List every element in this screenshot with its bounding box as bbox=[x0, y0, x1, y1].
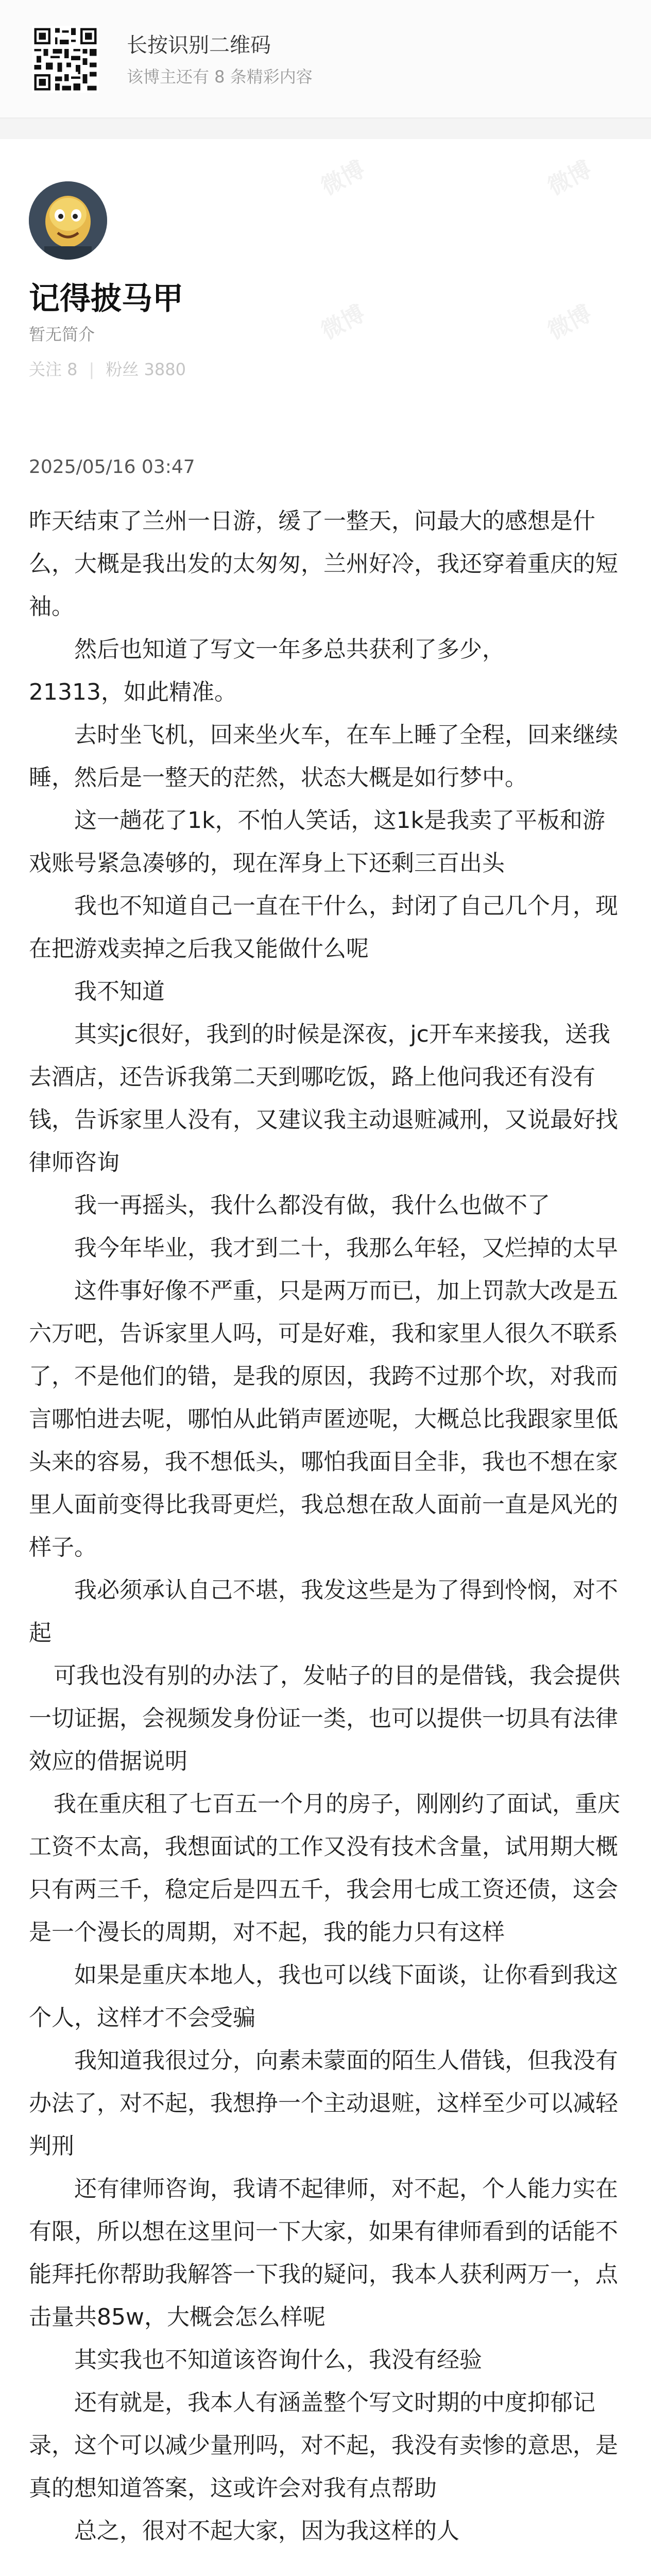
weibo-watermark: 微博 bbox=[543, 156, 596, 201]
post-paragraph: 其实jc很好，我到的时候是深夜，jc开车来接我，送我去酒店，还告诉我第二天到哪吃饭，路上他问我还有没有钱，告诉家里人没有，又建议我主动退赃减刑，又说最好找律师咨询 bbox=[29, 1021, 618, 1176]
post-paragraph: 其实我也不知道该咨询什么，我没有经验 bbox=[74, 2347, 482, 2373]
post-body bbox=[29, 500, 622, 2576]
post-paragraph: 还有就是，我本人有涵盖整个写文时期的中度抑郁记录，这个可以减少量刑吗，对不起，我没有卖惨的意思，是真的想知道答案，这或许会对我有点帮助 bbox=[29, 2389, 618, 2501]
post-timestamp: 2025/05/16 03:47 bbox=[29, 456, 195, 478]
author-stats bbox=[29, 357, 186, 380]
post-card bbox=[0, 139, 651, 2576]
weibo-watermark: 微博 bbox=[317, 300, 369, 345]
author-name[interactable]: 记得披马甲 bbox=[29, 281, 183, 317]
author-bio: 暂无简介 bbox=[29, 325, 95, 344]
following-count[interactable]: 关注 8 bbox=[29, 360, 78, 379]
weibo-watermark: 微博 bbox=[317, 156, 369, 201]
top-qr-banner[interactable] bbox=[0, 0, 651, 118]
post-paragraph: 这件事好像不严重，只是两万而已，加上罚款大改是五六万吧，告诉家里人吗，可是好难，我和家里人很久不联系了，不是他们的错，是我的原因，我跨不过那个坎，对我而言哪怕进去呢，哪怕从此销声匿迹呢，大概总比我跟家里低头来的容易，我不想低头，哪怕我面目全非，我也不想在家里人面前变得比我哥更烂，我总想在敌人面前一直是风光的样子。 bbox=[29, 1278, 618, 1561]
top-banner-title: 长按识别二维码 bbox=[127, 33, 271, 57]
post-paragraph: 我也不知道自己一直在干什么，封闭了自己几个月，现在把游戏卖掉之后我又能做什么呢 bbox=[29, 893, 618, 962]
post-paragraph: 这一趟花了1k，不怕人笑话，这1k是我卖了平板和游戏账号紧急凑够的，现在浑身上下还剩三百出头 bbox=[29, 807, 605, 876]
post-paragraph: 然后也知道了写文一年多总共获利了多少， bbox=[74, 636, 505, 663]
post-paragraph: 还有律师咨询，我请不起律师，对不起，个人能力实在有限，所以想在这里问一下大家，如果有律师看到的话能不能拜托你帮助我解答一下我的疑问，我本人获利两万一，点击量共85w，大概会怎么样呢 bbox=[29, 2176, 618, 2330]
post-paragraph: 我必须承认自己不堪，我发这些是为了得到怜悯，对不起 bbox=[29, 1577, 618, 1646]
top-banner-subtitle: 该博主还有 8 条精彩内容 bbox=[127, 67, 313, 87]
post-paragraph: 我今年毕业，我才到二十，我那么年轻，又烂掉的太早 bbox=[74, 1235, 618, 1261]
stats-divider: | bbox=[89, 360, 95, 379]
post-paragraph: 我知道我很过分，向素未蒙面的陌生人借钱，但我没有办法了，对不起，我想挣一个主动退赃，这样至少可以减轻判刑 bbox=[29, 2047, 618, 2159]
post-paragraph: 我一再摇头，我什么都没有做，我什么也做不了 bbox=[74, 1192, 550, 1218]
qr-code-icon[interactable] bbox=[32, 26, 99, 93]
post-paragraph: 21313，如此精准。 bbox=[29, 679, 237, 705]
follower-count[interactable]: 粉丝 3880 bbox=[106, 360, 186, 379]
post-paragraph: 如果是重庆本地人，我也可以线下面谈，让你看到我这个人，这样才不会受骗 bbox=[29, 1962, 618, 2031]
post-paragraph: 我在重庆租了七百五一个月的房子，刚刚约了面试，重庆工资不太高，我想面试的工作又没有技术含量，试用期大概只有两三千，稳定后是四五千，我会用七成工资还债，这会是一个漫长的周期，对不起，我的能力只有这样 bbox=[29, 1791, 620, 1945]
post-paragraph: 昨天结束了兰州一日游，缓了一整天，问最大的感想是什么，大概是我出发的太匆匆，兰州好冷，我还穿着重庆的短袖。 bbox=[29, 508, 618, 620]
post-paragraph: 去时坐飞机，回来坐火车，在车上睡了全程，回来继续睡，然后是一整天的茫然，状态大概是如行梦中。 bbox=[29, 722, 618, 791]
post-paragraph: 总之，很对不起大家，因为我这样的人 bbox=[74, 2518, 459, 2544]
weibo-watermark: 微博 bbox=[543, 300, 596, 345]
avatar[interactable] bbox=[29, 181, 107, 260]
post-paragraph: 我不知道 bbox=[74, 978, 165, 1005]
post-paragraph: 可我也没有别的办法了，发帖子的目的是借钱，我会提供一切证据，会视频发身份证一类，也可以提供一切具有法律效应的借据说明 bbox=[29, 1663, 620, 1774]
